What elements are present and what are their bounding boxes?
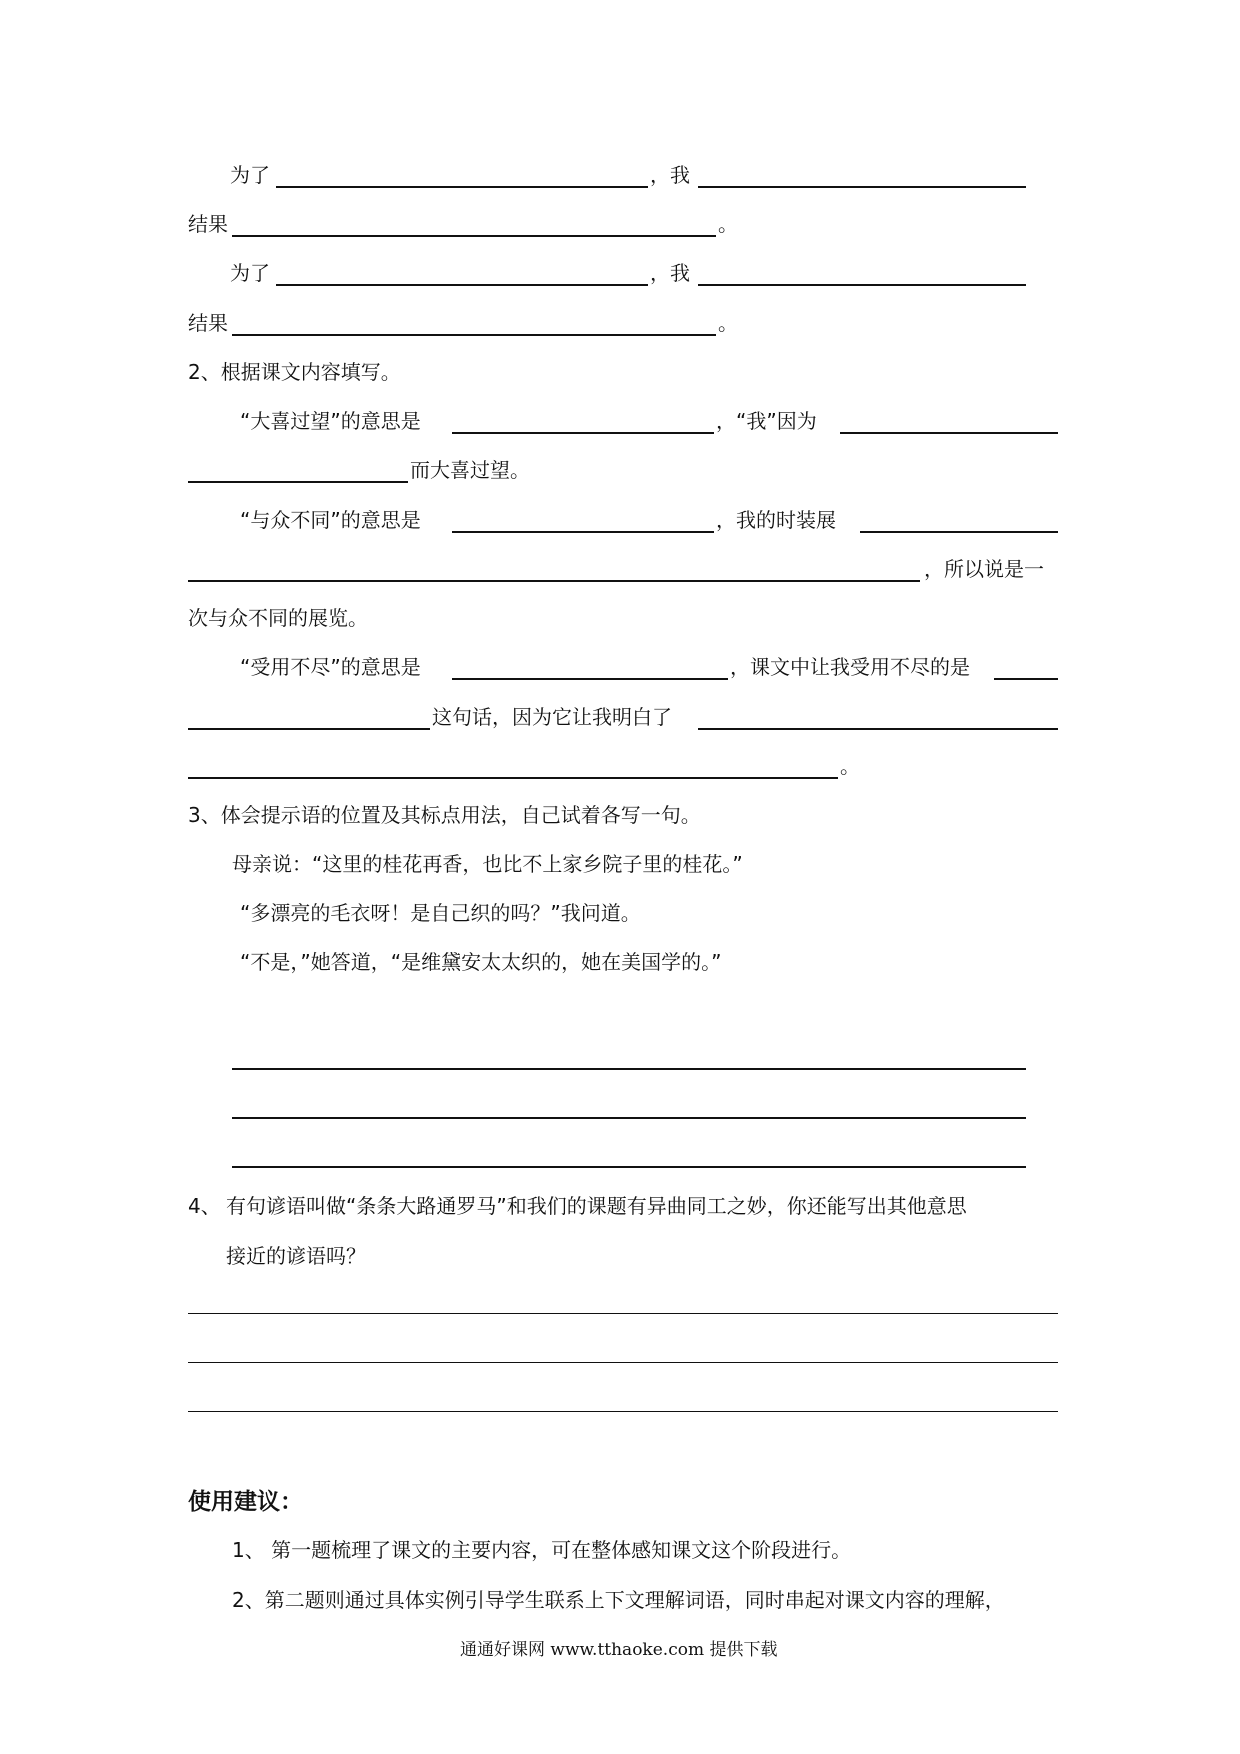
q4-line-1: 有句谚语叫做“条条大路通罗马”和我们的课题有异曲同工之妙，你还能写出其他意思 [226,1194,967,1218]
answer-blank[interactable] [840,432,1058,434]
answer-blank[interactable] [698,728,1058,730]
q2-b-cont: 次与众不同的展览。 [188,606,368,630]
q2-a-start: “大喜过望”的意思是 [240,409,421,433]
wo-text: ，我 [650,163,690,187]
q3-title: 3、体会提示语的位置及其标点用法，自己试着各写一句。 [188,803,701,827]
q2-title: 2、根据课文内容填写。 [188,360,401,384]
q3-answer-line-2[interactable] [232,1117,1026,1119]
answer-blank[interactable] [698,284,1026,286]
q2-b-start: “与众不同”的意思是 [240,508,421,532]
answer-blank[interactable] [698,186,1026,188]
q2-b-mid: ，我的时装展 [716,508,836,532]
q4-answer-line-3[interactable] [188,1411,1058,1412]
suggestion-item-1: 1、 第一题梳理了课文的主要内容，可在整体感知课文这个阶段进行。 [232,1538,852,1562]
q2-a-end: 而大喜过望。 [410,458,530,482]
suggestion-item-2: 2、第二题则通过具体实例引导学生联系上下文理解词语，同时串起对课文内容的理解， [232,1588,1005,1612]
q2-c-mid2: 这句话，因为它让我明白了 [432,705,672,729]
q3-answer-line-1[interactable] [232,1068,1026,1070]
answer-blank[interactable] [452,678,728,680]
q3-ex3: “不是，”她答道，“是维黛安太太织的，她在美国学的。” [240,950,722,974]
suggestions-heading: 使用建议： [188,1489,303,1515]
q4-line-2: 接近的谚语吗？ [226,1244,366,1268]
answer-blank[interactable] [276,284,648,286]
q2-c-end: 。 [840,754,860,778]
jie-guo-text: 结果 [188,212,228,236]
q2-c-start: “受用不尽”的意思是 [240,655,421,679]
wo-text: ，我 [650,261,690,285]
answer-blank[interactable] [232,235,716,237]
answer-blank[interactable] [188,580,920,582]
answer-blank[interactable] [188,777,838,779]
q4-answer-line-2[interactable] [188,1362,1058,1363]
q2-c-mid: ，课文中让我受用不尽的是 [730,655,970,679]
q4-number: 4、 [188,1194,221,1218]
answer-blank[interactable] [994,678,1058,680]
wei-le-text: 为了 [230,261,270,285]
period-text: 。 [718,311,738,335]
q2-a-mid: ，“我”因为 [716,409,817,433]
answer-blank[interactable] [188,728,430,730]
answer-blank[interactable] [276,186,648,188]
answer-blank[interactable] [188,481,408,483]
period-text: 。 [718,212,738,236]
footer-text: 通通好课网 www.tthaoke.com 提供下载 [460,1640,778,1660]
q3-ex1: 母亲说：“这里的桂花再香，也比不上家乡院子里的桂花。” [232,852,743,876]
answer-blank[interactable] [232,334,716,336]
wei-le-text: 为了 [230,163,270,187]
answer-blank[interactable] [452,432,714,434]
q3-answer-line-3[interactable] [232,1166,1026,1168]
answer-blank[interactable] [860,531,1058,533]
jie-guo-text: 结果 [188,311,228,335]
q3-ex2: “多漂亮的毛衣呀！是自己织的吗？”我问道。 [240,901,641,925]
answer-blank[interactable] [452,531,714,533]
q2-b-end: ，所以说是一 [924,557,1044,581]
q4-answer-line-1[interactable] [188,1313,1058,1314]
